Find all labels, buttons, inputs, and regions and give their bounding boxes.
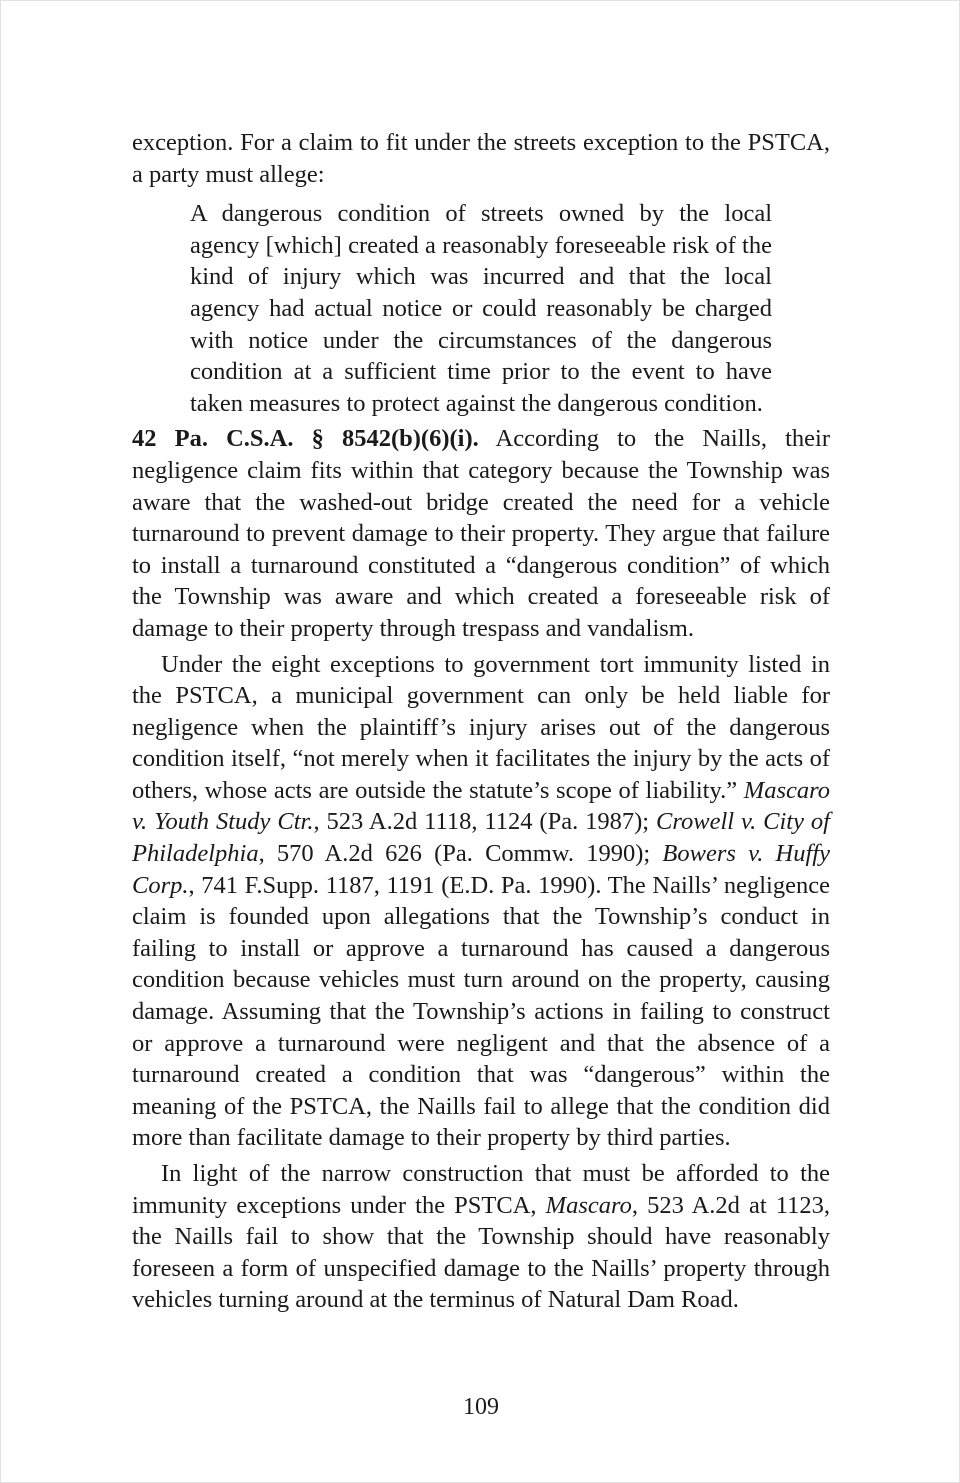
paragraph-intro: exception. For a claim to fit under the streets exception to the PSTCA, a party must allege: xyxy=(132,129,830,188)
text-run: , 523 A.2d at 1123, the Naills fail to show that the Township should have reasonably foreseen a form of unspecified damage to the Naills’ property through vehicles turning around at the terminus of Natural Dam Road. xyxy=(132,1191,830,1314)
case-name: Crowell v. City of Philadelphia xyxy=(132,808,830,868)
text-run: , 570 A.2d 626 (Pa. Commw. 1990); xyxy=(258,840,663,868)
paragraph-citation xyxy=(132,423,830,644)
page-number: 109 xyxy=(463,1394,499,1420)
body-text xyxy=(132,127,830,1316)
statute-citation: 42 Pa. C.S.A. § 8542(b)(6)(i). xyxy=(132,425,479,453)
text-run: , 741 F.Supp. 1187, 1191 (E.D. Pa. 1990). The Naills’ negligence claim is founded upon allegations that the Township’s conduct in failing to install or approve a turnaround has caused a dangerous condition because vehicles must turn around on the property, causing damage. Assuming that the Township’s actions in failing to construct or approve a turnaround were negligent and that the absence of a turnaround created a condition that was “dangerous” within the meaning of the PSTCA, the Naills fail to allege that the condition did more than facilitate damage to their property by third parties. xyxy=(132,871,830,1152)
case-name: Mascaro xyxy=(545,1191,632,1219)
paragraph-exceptions xyxy=(132,649,830,1155)
text-run: Under the eight exceptions to government tort immunity listed in the PSTCA, a municipal government can only be held liable for negligence when the plaintiff’s injury arises out of the dangerous condition itself, “not merely when it facilitates the injury by the acts of others, whose acts are outside the statute’s scope of liability.” xyxy=(132,650,830,804)
case-name: Bowers v. Huffy Corp. xyxy=(132,840,830,899)
block-quote: A dangerous condition of streets owned by the local agency [which] created a reasonably foreseeable risk of the kind of injury which was incurred and that the local agency had actual notice or could reasonably be charged with notice under the circumstances of the dangerous condition at a sufficient time prior to the event to have taken measures to protect against the dangerous condition. xyxy=(190,200,772,417)
text-run: , 523 A.2d 1118, 1124 (Pa. 1987); xyxy=(313,808,657,836)
paragraph-conclusion xyxy=(132,1158,830,1316)
paragraph-citation-text: According to the Naills, their negligence claim fits within that category because the Township was aware that the washed-out bridge created the need for a vehicle turnaround to prevent damage to their property. They argue that failure to install a turnaround constituted a “dangerous condition” of which the Township was aware and which created a foreseeable risk of damage to their property through trespass and vandalism. xyxy=(132,425,830,642)
case-name: Mascaro v. Youth Study Ctr. xyxy=(132,776,830,836)
text-run: In light of the narrow construction that must be afforded to the immunity exceptions under the PSTCA, xyxy=(132,1160,830,1219)
